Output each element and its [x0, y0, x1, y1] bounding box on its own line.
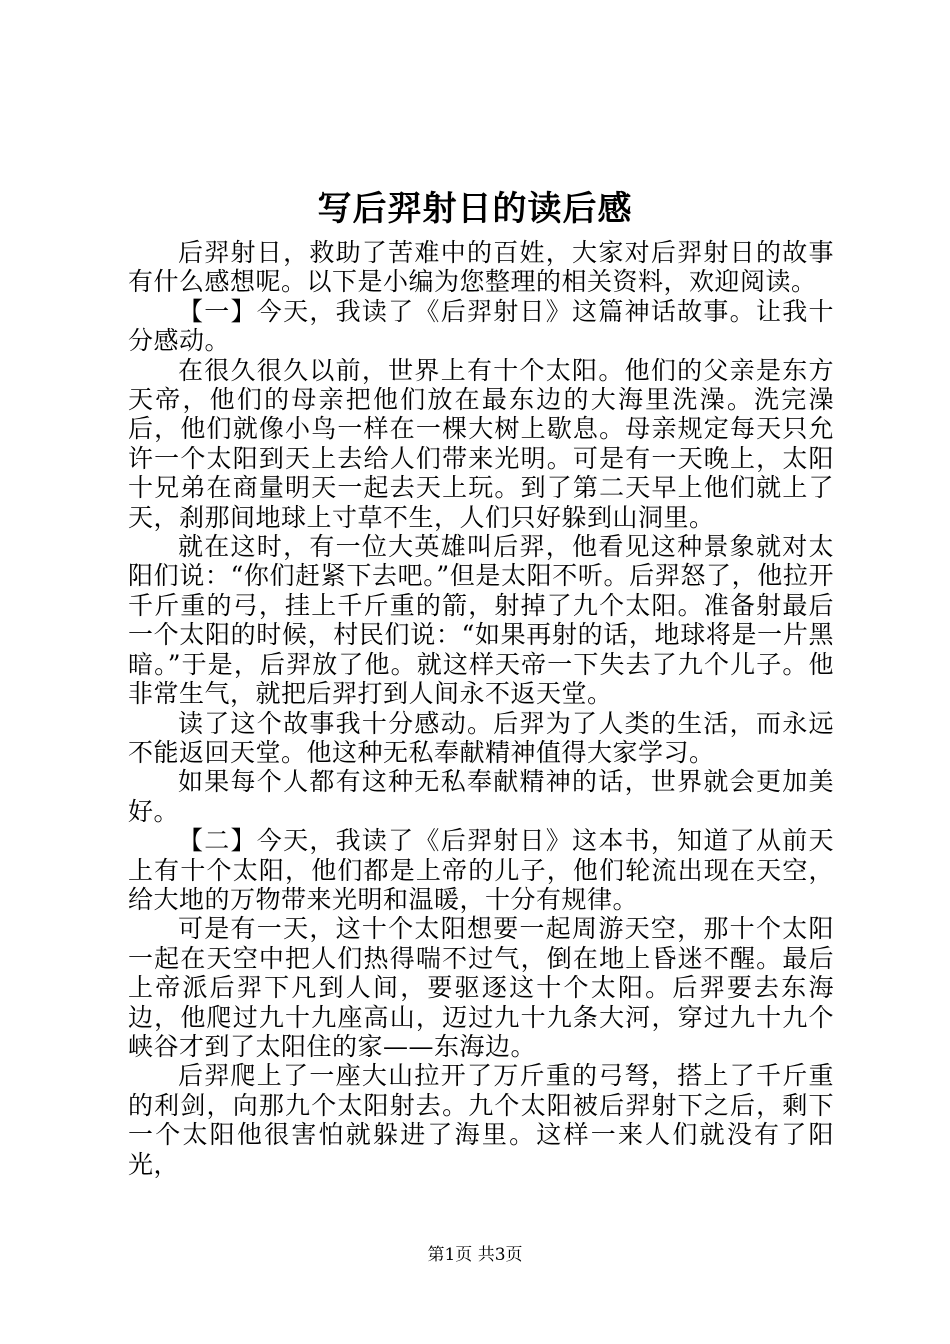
document-body	[128, 238, 834, 1179]
paragraph-section-one-heading: 【一】今天，我读了《后羿射日》这篇神话故事。让我十分感动。	[128, 296, 834, 356]
paragraph: 后羿爬上了一座大山拉开了万斤重的弓弩，搭上了千斤重的利剑，向那九个太阳射去。九个太阳被后羿射下之后，剩下一个太阳他很害怕就躲进了海里。这样一来人们就没有了阳光，	[128, 1061, 834, 1179]
paragraph: 读了这个故事我十分感动。后羿为了人类的生活，而永远不能返回天堂。他这种无私奉献精神值得大家学习。	[128, 708, 834, 767]
paragraph: 如果每个人都有这种无私奉献精神的话，世界就会更加美好。	[128, 767, 834, 826]
paragraph-section-two-heading: 【二】今天，我读了《后羿射日》这本书，知道了从前天上有十个太阳，他们都是上帝的儿子，他们轮流出现在天空，给大地的万物带来光明和温暖，十分有规律。	[128, 826, 834, 914]
paragraph: 在很久很久以前，世界上有十个太阳。他们的父亲是东方天帝，他们的母亲把他们放在最东边的大海里洗澡。洗完澡后，他们就像小鸟一样在一棵大树上歇息。母亲规定每天只允许一个太阳到天上去给人们带来光明。可是有一天晚上，太阳十兄弟在商量明天一起去天上玩。到了第二天早上他们就上了天，刹那间地球上寸草不生，人们只好躲到山洞里。	[128, 355, 834, 532]
paragraph: 可是有一天，这十个太阳想要一起周游天空，那十个太阳一起在天空中把人们热得喘不过气，倒在地上昏迷不醒。最后上帝派后羿下凡到人间，要驱逐这十个太阳。后羿要去东海边，他爬过九十九座高山，迈过九十九条大河，穿过九十九个峡谷才到了太阳住的家——东海边。	[128, 914, 834, 1061]
paragraph-intro: 后羿射日，救助了苦难中的百姓，大家对后羿射日的故事有什么感想呢。以下是小编为您整理的相关资料，欢迎阅读。	[128, 238, 834, 297]
document-title: 写后羿射日的读后感	[317, 189, 633, 229]
paragraph: 就在这时，有一位大英雄叫后羿，他看见这种景象就对太阳们说：“你们赶紧下去吧。”但是太阳不听。后羿怒了，他拉开千斤重的弓，挂上千斤重的箭，射掉了九个太阳。准备射最后一个太阳的时候，村民们说：“如果再射的话，地球将是一片黑暗。”于是，后羿放了他。就这样天帝一下失去了九个儿子。他非常生气，就把后羿打到人间永不返天堂。	[128, 532, 834, 709]
page-number-footer: 第1页 共3页	[427, 1245, 523, 1265]
